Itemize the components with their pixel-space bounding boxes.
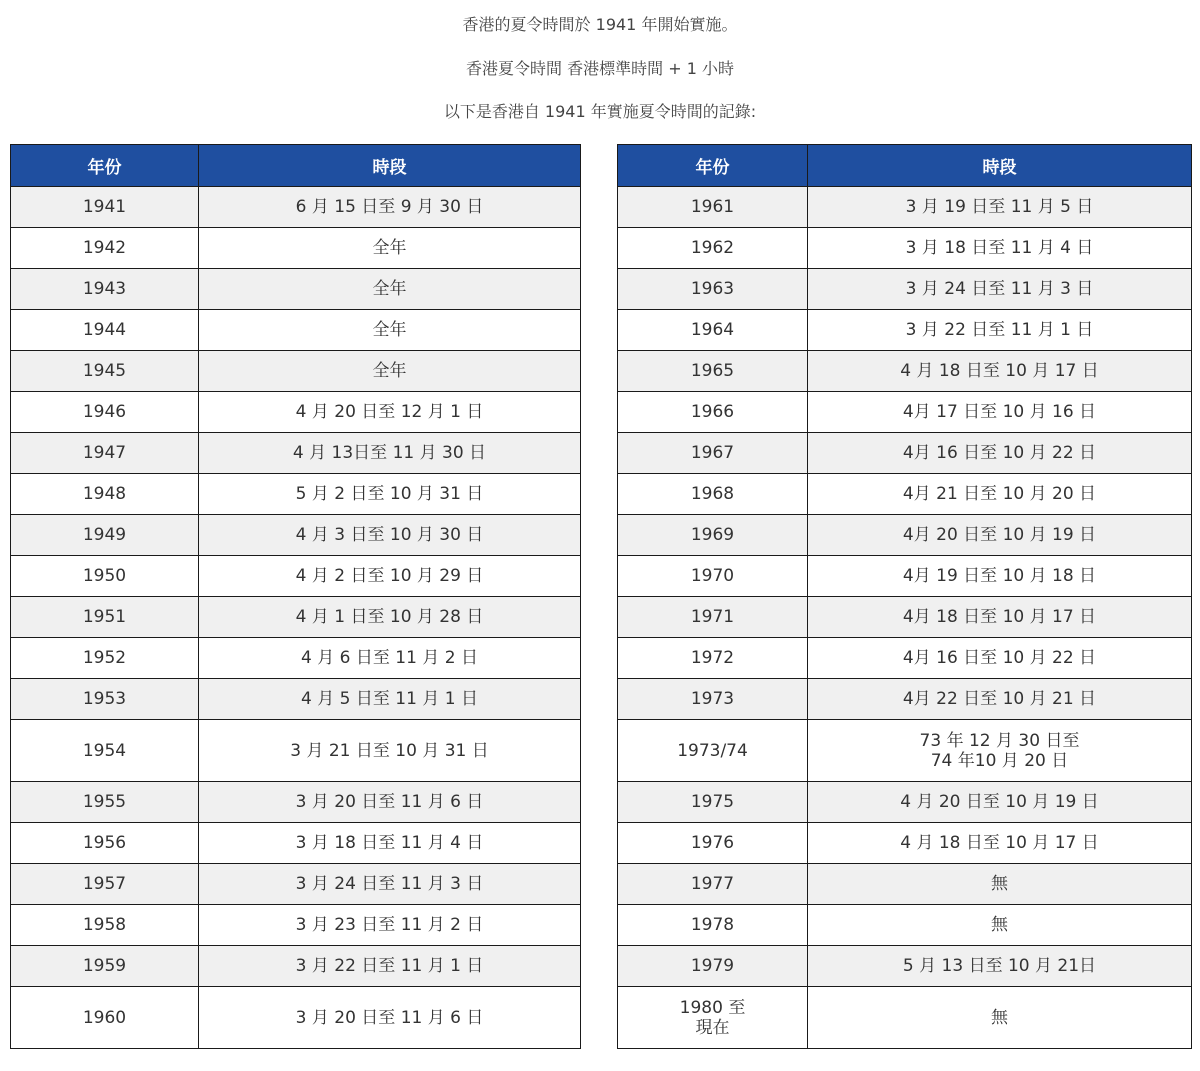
year-cell: 1958 xyxy=(11,905,199,946)
period-cell: 3 月 22 日至 11 月 1 日 xyxy=(808,310,1192,351)
period-cell: 3 月 18 日至 11 月 4 日 xyxy=(199,823,581,864)
period-cell: 4 月 13日至 11 月 30 日 xyxy=(199,433,581,474)
table-row xyxy=(11,269,581,310)
year-cell: 1944 xyxy=(11,310,199,351)
table-row xyxy=(11,720,581,782)
period-cell: 全年 xyxy=(199,310,581,351)
table-row xyxy=(618,638,1192,679)
table-row xyxy=(618,392,1192,433)
year-cell: 1948 xyxy=(11,474,199,515)
table-row xyxy=(11,433,581,474)
year-cell: 1976 xyxy=(618,823,808,864)
intro-line-3: 以下是香港自 1941 年實施夏令時間的記錄: xyxy=(443,102,757,121)
intro-line-1: 香港的夏令時間於 1941 年開始實施。 xyxy=(462,15,738,34)
period-cell xyxy=(808,720,1192,782)
period-cell: 4月 21 日至 10 月 20 日 xyxy=(808,474,1192,515)
header-year: 年份 xyxy=(11,145,199,187)
period-cell: 4 月 2 日至 10 月 29 日 xyxy=(199,556,581,597)
period-cell: 4 月 20 日至 10 月 19 日 xyxy=(808,782,1192,823)
period-cell: 3 月 23 日至 11 月 2 日 xyxy=(199,905,581,946)
year-cell: 1954 xyxy=(11,720,199,782)
period-cell: 4月 19 日至 10 月 18 日 xyxy=(808,556,1192,597)
year-cell: 1952 xyxy=(11,638,199,679)
period-cell: 全年 xyxy=(199,228,581,269)
year-cell: 1975 xyxy=(618,782,808,823)
year-cell: 1965 xyxy=(618,351,808,392)
table-row xyxy=(618,269,1192,310)
table-row xyxy=(618,782,1192,823)
period-cell: 4 月 1 日至 10 月 28 日 xyxy=(199,597,581,638)
year-cell: 1969 xyxy=(618,515,808,556)
year-cell: 1979 xyxy=(618,946,808,987)
year-cell: 1957 xyxy=(11,864,199,905)
table-row xyxy=(11,392,581,433)
period-cell: 4月 18 日至 10 月 17 日 xyxy=(808,597,1192,638)
period-line-1: 73 年 12 月 30 日至 xyxy=(919,730,1080,751)
table-row xyxy=(618,823,1192,864)
dst-table-right xyxy=(617,144,1192,1049)
year-cell: 1971 xyxy=(618,597,808,638)
period-cell: 無 xyxy=(808,987,1192,1049)
period-cell: 4月 22 日至 10 月 21 日 xyxy=(808,679,1192,720)
table-row xyxy=(11,351,581,392)
table-header-row xyxy=(618,145,1192,187)
year-cell: 1951 xyxy=(11,597,199,638)
period-cell: 5 月 13 日至 10 月 21日 xyxy=(808,946,1192,987)
period-cell: 4 月 6 日至 11 月 2 日 xyxy=(199,638,581,679)
table-row xyxy=(618,351,1192,392)
year-cell: 1973 xyxy=(618,679,808,720)
table-row xyxy=(618,720,1192,782)
period-cell: 4月 20 日至 10 月 19 日 xyxy=(808,515,1192,556)
table-row xyxy=(11,310,581,351)
table-row xyxy=(618,597,1192,638)
year-cell: 1943 xyxy=(11,269,199,310)
table-row xyxy=(618,433,1192,474)
header-period: 時段 xyxy=(808,145,1192,187)
period-cell: 4 月 20 日至 12 月 1 日 xyxy=(199,392,581,433)
table-row xyxy=(618,310,1192,351)
year-cell: 1953 xyxy=(11,679,199,720)
intro-line-2: 香港夏令時間 香港標準時間 + 1 小時 xyxy=(466,59,734,78)
period-cell: 3 月 24 日至 11 月 3 日 xyxy=(199,864,581,905)
period-cell: 3 月 20 日至 11 月 6 日 xyxy=(199,782,581,823)
year-cell: 1941 xyxy=(11,187,199,228)
period-cell: 3 月 24 日至 11 月 3 日 xyxy=(808,269,1192,310)
year-cell: 1949 xyxy=(11,515,199,556)
table-row xyxy=(11,556,581,597)
year-cell: 1942 xyxy=(11,228,199,269)
dst-table-left xyxy=(10,144,581,1049)
period-cell: 無 xyxy=(808,864,1192,905)
table-row xyxy=(11,228,581,269)
year-cell: 1961 xyxy=(618,187,808,228)
year-cell: 1962 xyxy=(618,228,808,269)
table-row xyxy=(618,679,1192,720)
period-cell: 3 月 19 日至 11 月 5 日 xyxy=(808,187,1192,228)
year-cell: 1977 xyxy=(618,864,808,905)
table-row xyxy=(11,474,581,515)
table-row xyxy=(618,556,1192,597)
period-cell: 3 月 18 日至 11 月 4 日 xyxy=(808,228,1192,269)
table-row xyxy=(11,515,581,556)
year-cell xyxy=(618,987,808,1049)
period-cell: 4 月 18 日至 10 月 17 日 xyxy=(808,823,1192,864)
period-cell: 無 xyxy=(808,905,1192,946)
year-cell: 1968 xyxy=(618,474,808,515)
table-row xyxy=(11,946,581,987)
period-cell: 4月 16 日至 10 月 22 日 xyxy=(808,638,1192,679)
year-line-2: 現在 xyxy=(695,1017,730,1038)
table-row xyxy=(11,823,581,864)
period-line-2: 74 年10 月 20 日 xyxy=(930,750,1069,771)
period-cell: 4 月 5 日至 11 月 1 日 xyxy=(199,679,581,720)
year-cell: 1972 xyxy=(618,638,808,679)
year-cell: 1955 xyxy=(11,782,199,823)
period-cell: 3 月 20 日至 11 月 6 日 xyxy=(199,987,581,1049)
table-header-row xyxy=(11,145,581,187)
header-period: 時段 xyxy=(199,145,581,187)
table-row xyxy=(11,864,581,905)
table-row xyxy=(618,187,1192,228)
table-row xyxy=(11,597,581,638)
period-cell: 4月 17 日至 10 月 16 日 xyxy=(808,392,1192,433)
table-row xyxy=(618,864,1192,905)
table-row xyxy=(618,987,1192,1049)
period-cell: 全年 xyxy=(199,351,581,392)
period-cell: 4 月 3 日至 10 月 30 日 xyxy=(199,515,581,556)
year-cell: 1963 xyxy=(618,269,808,310)
period-cell: 全年 xyxy=(199,269,581,310)
year-cell: 1947 xyxy=(11,433,199,474)
year-cell: 1973/74 xyxy=(618,720,808,782)
year-cell: 1956 xyxy=(11,823,199,864)
table-row xyxy=(11,679,581,720)
year-cell: 1970 xyxy=(618,556,808,597)
year-cell: 1950 xyxy=(11,556,199,597)
table-row xyxy=(618,946,1192,987)
table-row xyxy=(11,782,581,823)
year-cell: 1978 xyxy=(618,905,808,946)
year-cell: 1959 xyxy=(11,946,199,987)
year-cell: 1966 xyxy=(618,392,808,433)
period-cell: 6 月 15 日至 9 月 30 日 xyxy=(199,187,581,228)
period-cell: 3 月 21 日至 10 月 31 日 xyxy=(199,720,581,782)
table-row xyxy=(11,987,581,1049)
table-row xyxy=(11,905,581,946)
year-cell: 1946 xyxy=(11,392,199,433)
year-cell: 1964 xyxy=(618,310,808,351)
table-row xyxy=(11,638,581,679)
year-cell: 1945 xyxy=(11,351,199,392)
table-row xyxy=(618,474,1192,515)
period-cell: 4 月 18 日至 10 月 17 日 xyxy=(808,351,1192,392)
year-line-1: 1980 至 xyxy=(679,997,746,1018)
period-cell: 4月 16 日至 10 月 22 日 xyxy=(808,433,1192,474)
table-row xyxy=(618,228,1192,269)
table-row xyxy=(618,515,1192,556)
table-row xyxy=(618,905,1192,946)
table-row xyxy=(11,187,581,228)
year-cell: 1960 xyxy=(11,987,199,1049)
header-year: 年份 xyxy=(618,145,808,187)
period-cell: 5 月 2 日至 10 月 31 日 xyxy=(199,474,581,515)
year-cell: 1967 xyxy=(618,433,808,474)
period-cell: 3 月 22 日至 11 月 1 日 xyxy=(199,946,581,987)
